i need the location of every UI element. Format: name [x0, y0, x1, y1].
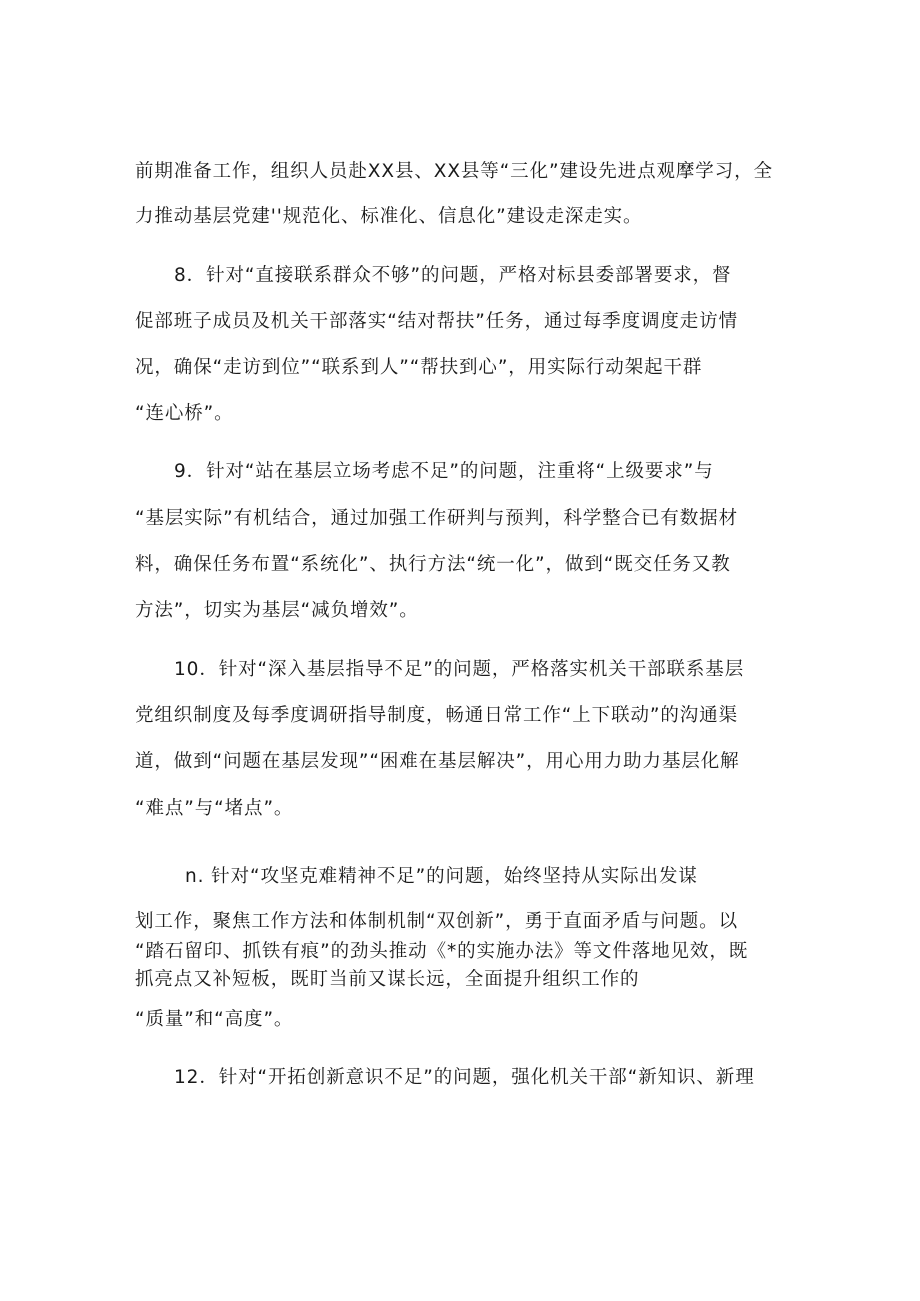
text-line: 料，确保任务布置“系统化”、执行方法“统一化”，做到“既交任务又教 — [135, 554, 731, 575]
text-line: “基层实际”有机结合，通过加强工作研判与预判，科学整合已有数据材 — [135, 508, 738, 529]
text-line: 10．针对“深入基层指导不足”的问题，严格落实机关干部联系基层 — [174, 659, 745, 680]
text-line: 9．针对“站在基层立场考虑不足”的问题，注重将“上级要求”与 — [174, 461, 714, 482]
text-line: “连心桥”。 — [135, 403, 234, 424]
text-line: 前期准备工作，组织人员赴XX县、XX县等“三化”建设先进点观摩学习，全 — [135, 161, 773, 182]
text-line: 促部班子成员及机关干部落实“结对帮扶”任务，通过每季度调度走访情 — [135, 311, 738, 332]
text-line: 12．针对“开拓创新意识不足”的问题，强化机关干部“新知识、新理 — [174, 1067, 755, 1088]
text-line: “质量”和“高度”。 — [135, 1009, 294, 1030]
text-line: 道，做到“问题在基层发现”“困难在基层解决”，用心用力助力基层化解 — [135, 751, 740, 772]
text-line: 方法”，切实为基层“减负增效”。 — [135, 600, 419, 621]
text-line: “难点”与“堵点”。 — [135, 798, 294, 819]
text-line: 况，确保“走访到位”“联系到人”“帮扶到心”，用实际行动架起干群 — [135, 357, 703, 378]
text-line: “踏石留印、抓铁有痕”的劲头推动《*的实施办法》等文件落地见效，既 — [135, 941, 749, 962]
text-line: 力推动基层党建''规范化、标准化、信息化”建设走深走实。 — [135, 206, 643, 227]
text-line: 8．针对“直接联系群众不够”的问题，严格对标县委部署要求，督 — [174, 265, 732, 286]
text-line: 党组织制度及每季度调研指导制度，畅通日常工作“上下联动”的沟通渠 — [135, 705, 738, 726]
text-line: n. 针对“攻坚克难精神不足”的问题，始终坚持从实际出发谋 — [185, 866, 698, 887]
text-line: 抓亮点又补短板，既盯当前又谋长远，全面提升组织工作的 — [135, 969, 640, 990]
text-line: 划工作，聚焦工作方法和体制机制“双创新”，勇于直面矛盾与问题。以 — [135, 911, 738, 932]
